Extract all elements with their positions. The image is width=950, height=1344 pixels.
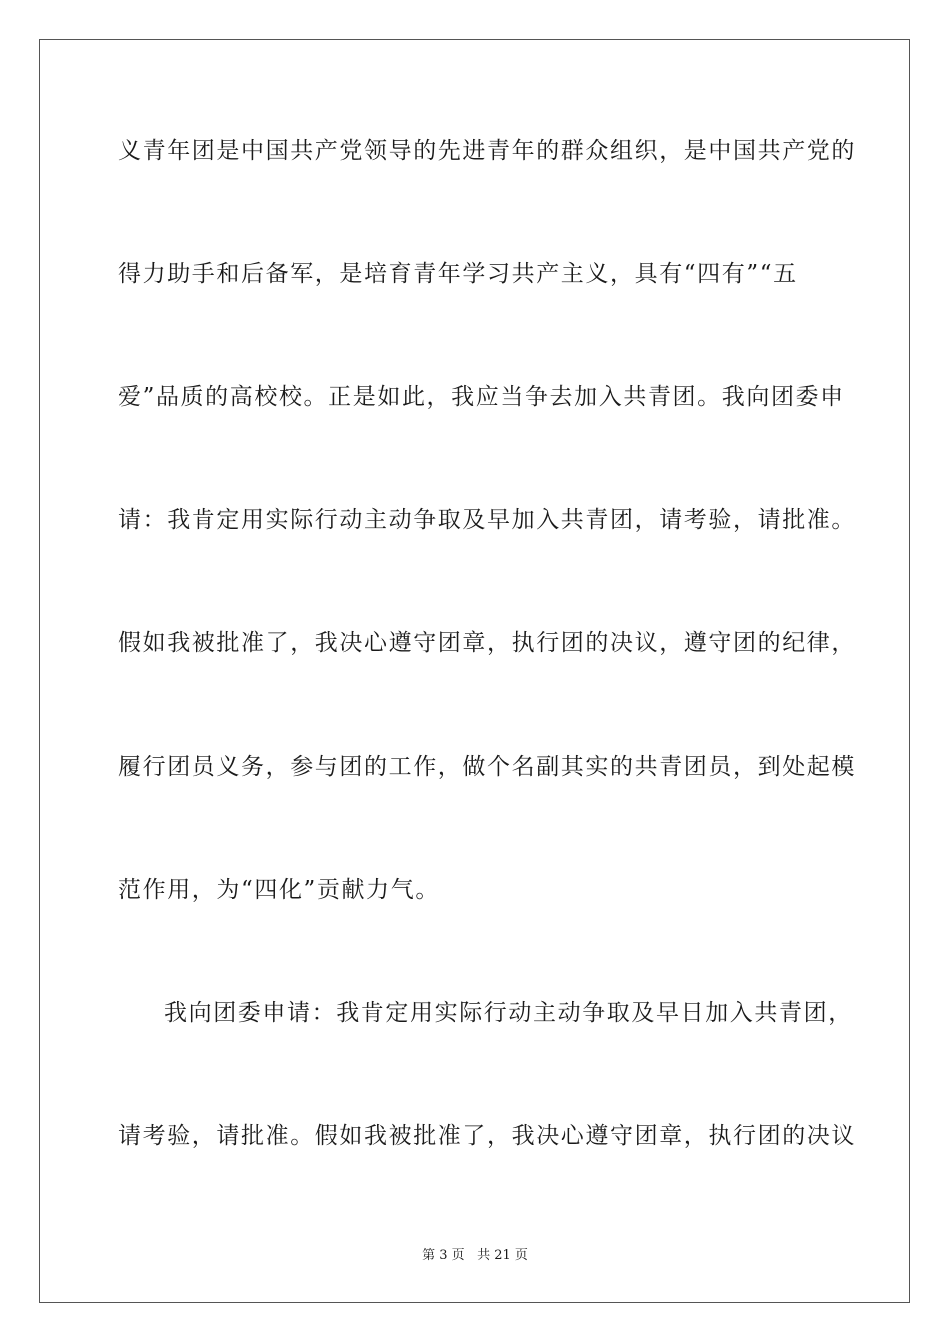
body-text-line: 请考验，请批准。假如我被批准了，我决心遵守团章，执行团的决议 bbox=[118, 1123, 856, 1149]
page-border bbox=[39, 39, 910, 1303]
total-pages: 共 21 页 bbox=[477, 1248, 528, 1263]
body-text-line: 假如我被批准了，我决心遵守团章，执行团的决议，遵守团的纪律， bbox=[118, 630, 856, 656]
body-text-line: 范作用，为“四化”贡献力气。 bbox=[118, 877, 440, 903]
body-text-line: 义青年团是中国共产党领导的先进青年的群众组织，是中国共产党的 bbox=[118, 138, 856, 164]
page-footer bbox=[0, 1247, 950, 1265]
body-text-line: 得力助手和后备军，是培育青年学习共产主义，具有“四有”“五 bbox=[118, 261, 798, 287]
body-text-line: 爱”品质的高校校。正是如此，我应当争去加入共青团。我向团委申 bbox=[118, 384, 845, 410]
body-text-line: 履行团员义务，参与团的工作，做个名副其实的共青团员，到处起模 bbox=[118, 754, 856, 780]
page-number: 第 3 页 bbox=[422, 1248, 465, 1263]
paragraph-first-line: 我向团委申请：我肯定用实际行动主动争取及早日加入共青团， bbox=[164, 1000, 853, 1026]
body-text-line: 请：我肯定用实际行动主动争取及早加入共青团，请考验，请批准。 bbox=[118, 507, 856, 533]
